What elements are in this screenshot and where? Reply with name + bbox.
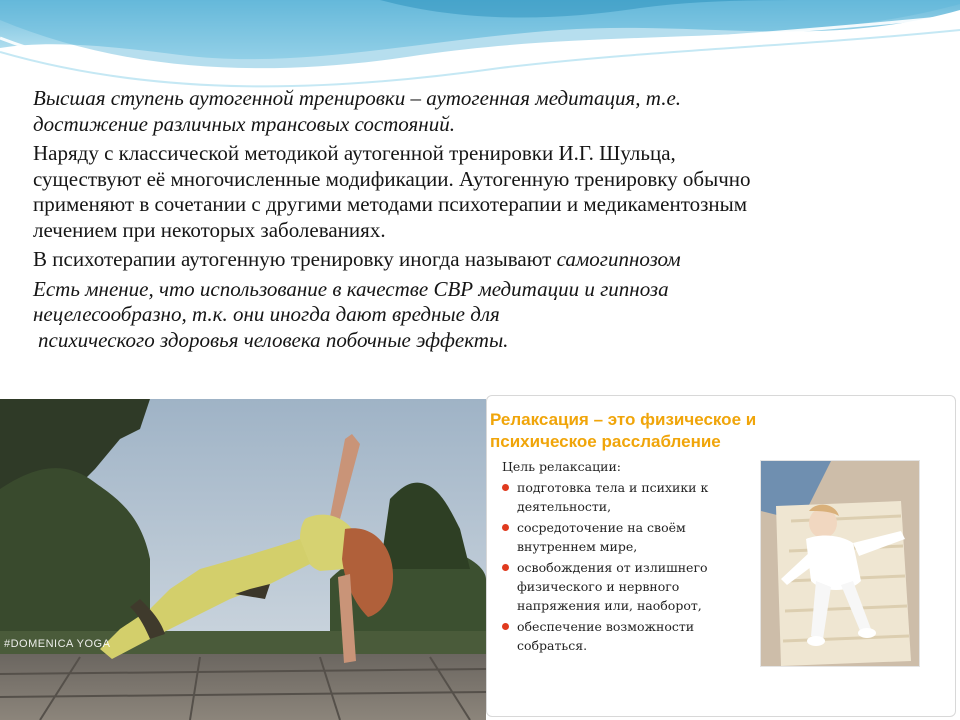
- goal-item: [500, 558, 730, 615]
- paragraph-meditation: Высшая ступень аутогенной тренировки – аутогенная медитация, т.е. достижение различных трансовых состояний.: [33, 86, 682, 136]
- relaxation-goals: [500, 457, 730, 657]
- opinion-line-2: психического здоровья человека побочные эффекты.: [38, 327, 509, 352]
- relaxation-title: Релаксация – это физическое и психическое расслабление: [490, 410, 757, 451]
- goal-item: [500, 518, 730, 556]
- bullet-icon: [502, 524, 509, 531]
- goal-list: [500, 478, 730, 655]
- bullet-icon: [502, 623, 509, 630]
- yoga-photo: [0, 399, 486, 720]
- photo-watermark: #DOMENICA YOGA: [4, 638, 111, 650]
- goal-item-text: обеспечение возможности собраться.: [517, 619, 695, 653]
- paragraph-opinion: [33, 277, 773, 354]
- main-text-block: [33, 86, 773, 357]
- paragraph-selfhypnosis: [33, 247, 773, 273]
- bullet-icon: [502, 484, 509, 491]
- wave-header-decoration: [0, 0, 960, 100]
- goal-item-text: подготовка тела и психики к деятельности,: [517, 480, 709, 514]
- selfhypnosis-term: самогипнозом: [556, 247, 681, 271]
- goal-item-text: освобождения от излишнего физического и нервного напряжения или, наоборот,: [517, 560, 708, 613]
- goal-item: [500, 478, 730, 516]
- goal-item: [500, 617, 730, 655]
- yoga-photo-illustration: [0, 399, 486, 720]
- selfhypnosis-text: В психотерапии аутогенную тренировку иногда называют: [33, 247, 552, 271]
- child-relaxing-photo: [760, 460, 920, 667]
- paragraph-schultz: Наряду с классической методикой аутогенной тренировки И.Г. Шульца, существуют её многочисленные модификации. Аутогенную тренировку обычно применяют в сочетании с другими методами психотерапии и медикаментозным лечением при некоторых заболеваниях.: [33, 141, 751, 242]
- opinion-line-1: Есть мнение, что использование в качестве СВР медитации и гипноза нецелесообразно, т.к. они иногда дают вредные для: [33, 276, 669, 326]
- bullet-icon: [502, 564, 509, 571]
- child-photo-illustration: [761, 461, 919, 666]
- goal-item-text: сосредоточение на своём внутреннем мире,: [517, 520, 686, 554]
- goal-heading: Цель релаксации:: [502, 459, 621, 474]
